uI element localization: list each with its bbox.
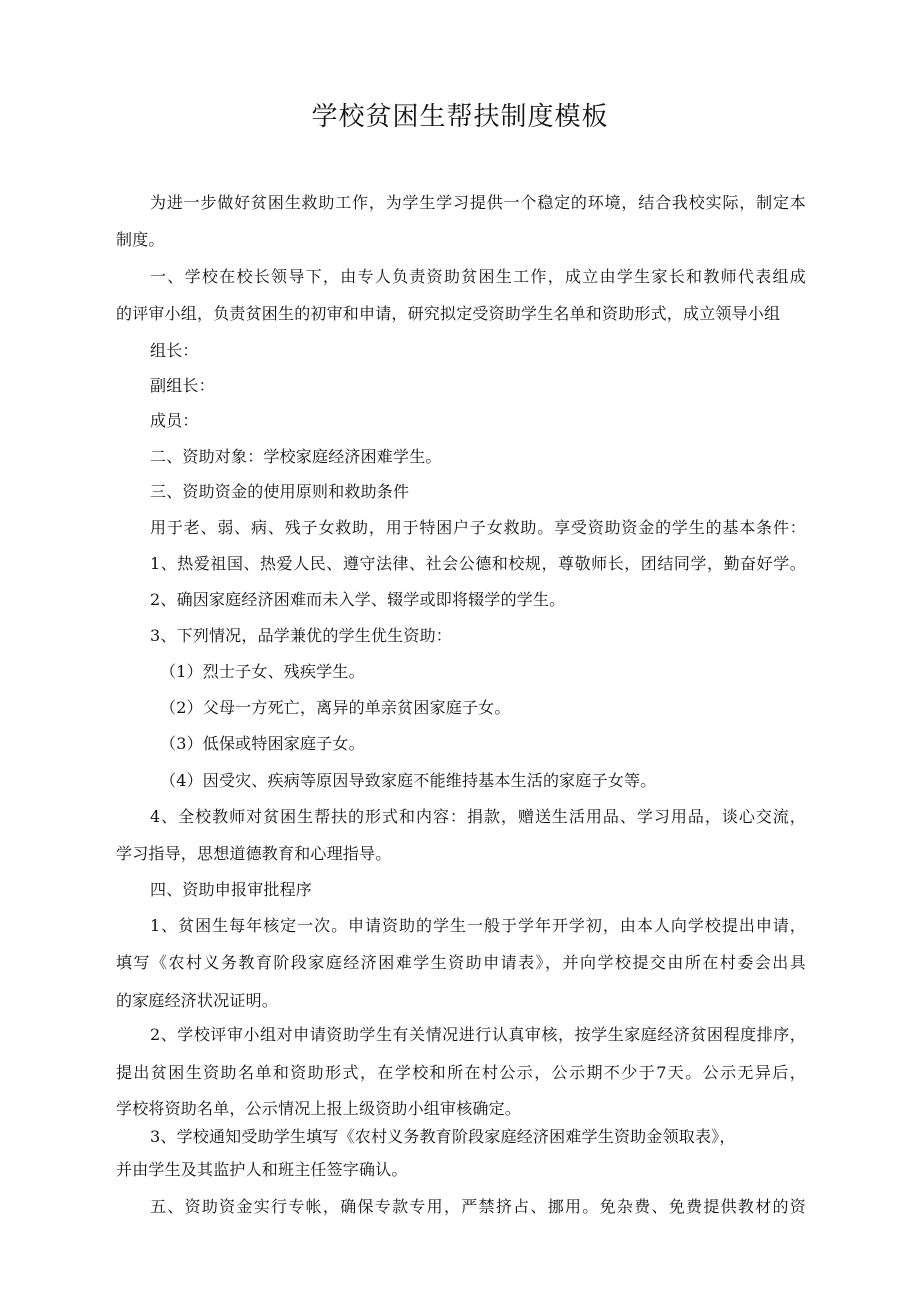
paragraph-line: 学校将资助名单，公示情况上报上级资助小组审核确定。 bbox=[116, 1099, 522, 1118]
paragraph-line: 一、学校在校长领导下，由专人负责资助贫困生工作，成立由学生家长和教师代表组成 bbox=[150, 267, 806, 286]
paragraph-line: 3、下列情况，品学兼优的学生优生资助： bbox=[150, 626, 452, 645]
document-title: 学校贫困生帮扶制度模板 bbox=[311, 102, 609, 132]
paragraph-line: 为进一步做好贫困生救助工作，为学生学习提供一个稳定的环境，结合我校实际，制定本 bbox=[150, 193, 806, 212]
paragraph-line: 填写《农村义务教育阶段家庭经济困难学生资助申请表》，并向学校提交由所在村委会出具 bbox=[116, 953, 806, 972]
paragraph-line: 3、学校通知受助学生填写《农村义务教育阶段家庭经济困难学生资助金领取表》， bbox=[150, 1127, 736, 1146]
paragraph-line: 组长： bbox=[150, 341, 199, 360]
paragraph-line: 1、热爱祖国、热爱人民、遵守法律、社会公德和校规，尊敬师长，团结同学，勤奋好学。 bbox=[150, 554, 806, 573]
list-item: （4）因受灾、疾病等原因导致家庭不能维持基本生活的家庭子女等。 bbox=[160, 771, 657, 790]
list-item: （1）烈士子女、残疾学生。 bbox=[160, 662, 365, 681]
paragraph-line: 提出贫困生资助名单和资助形式，在学校和所在村公示，公示期不少于7天。公示无异后， bbox=[116, 1063, 806, 1082]
paragraph-line: 2、学校评审小组对申请资助学生有关情况进行认真审核，按学生家庭经济贫困程度排序， bbox=[150, 1025, 806, 1044]
paragraph-line: 制度。 bbox=[116, 230, 165, 249]
paragraph-line: 副组长： bbox=[150, 376, 215, 395]
paragraph-line: 1、贫困生每年核定一次。申请资助的学生一般于学年开学初，由本人向学校提出申请， bbox=[150, 916, 806, 935]
paragraph-line: 二、资助对象：学校家庭经济困难学生。 bbox=[150, 447, 442, 466]
paragraph-line: 学习指导，思想道德教育和心理指导。 bbox=[116, 844, 392, 863]
paragraph-line: 三、资助资金的使用原则和救助条件 bbox=[150, 482, 410, 501]
paragraph-line: 成员： bbox=[150, 411, 199, 430]
paragraph-line: 的家庭经济状况证明。 bbox=[116, 991, 279, 1010]
paragraph-line: 五、资助资金实行专帐，确保专款专用，严禁挤占、挪用。免杂费、免费提供教材的资 bbox=[150, 1197, 806, 1216]
paragraph-line: 的评审小组，负责贫困生的初审和申请，研究拟定受资助学生名单和资助形式，成立领导小组 bbox=[116, 304, 781, 323]
section-heading: 四、资助申报审批程序 bbox=[150, 880, 313, 899]
paragraph-line: 用于老、弱、病、残子女救助，用于特困户子女救助。享受资助资金的学生的基本条件： bbox=[150, 518, 806, 537]
paragraph-line: 并由学生及其监护人和班主任签字确认。 bbox=[116, 1160, 408, 1179]
list-item: （3）低保或特困家庭子女。 bbox=[160, 734, 365, 753]
list-item: （2）父母一方死亡，离异的单亲贫困家庭子女。 bbox=[160, 698, 511, 717]
paragraph-line: 4、全校教师对贫困生帮扶的形式和内容：捐款，赠送生活用品、学习用品，谈心交流， bbox=[150, 807, 806, 826]
paragraph-line: 2、确因家庭经济困难而未入学、辍学或即将辍学的学生。 bbox=[150, 590, 566, 609]
